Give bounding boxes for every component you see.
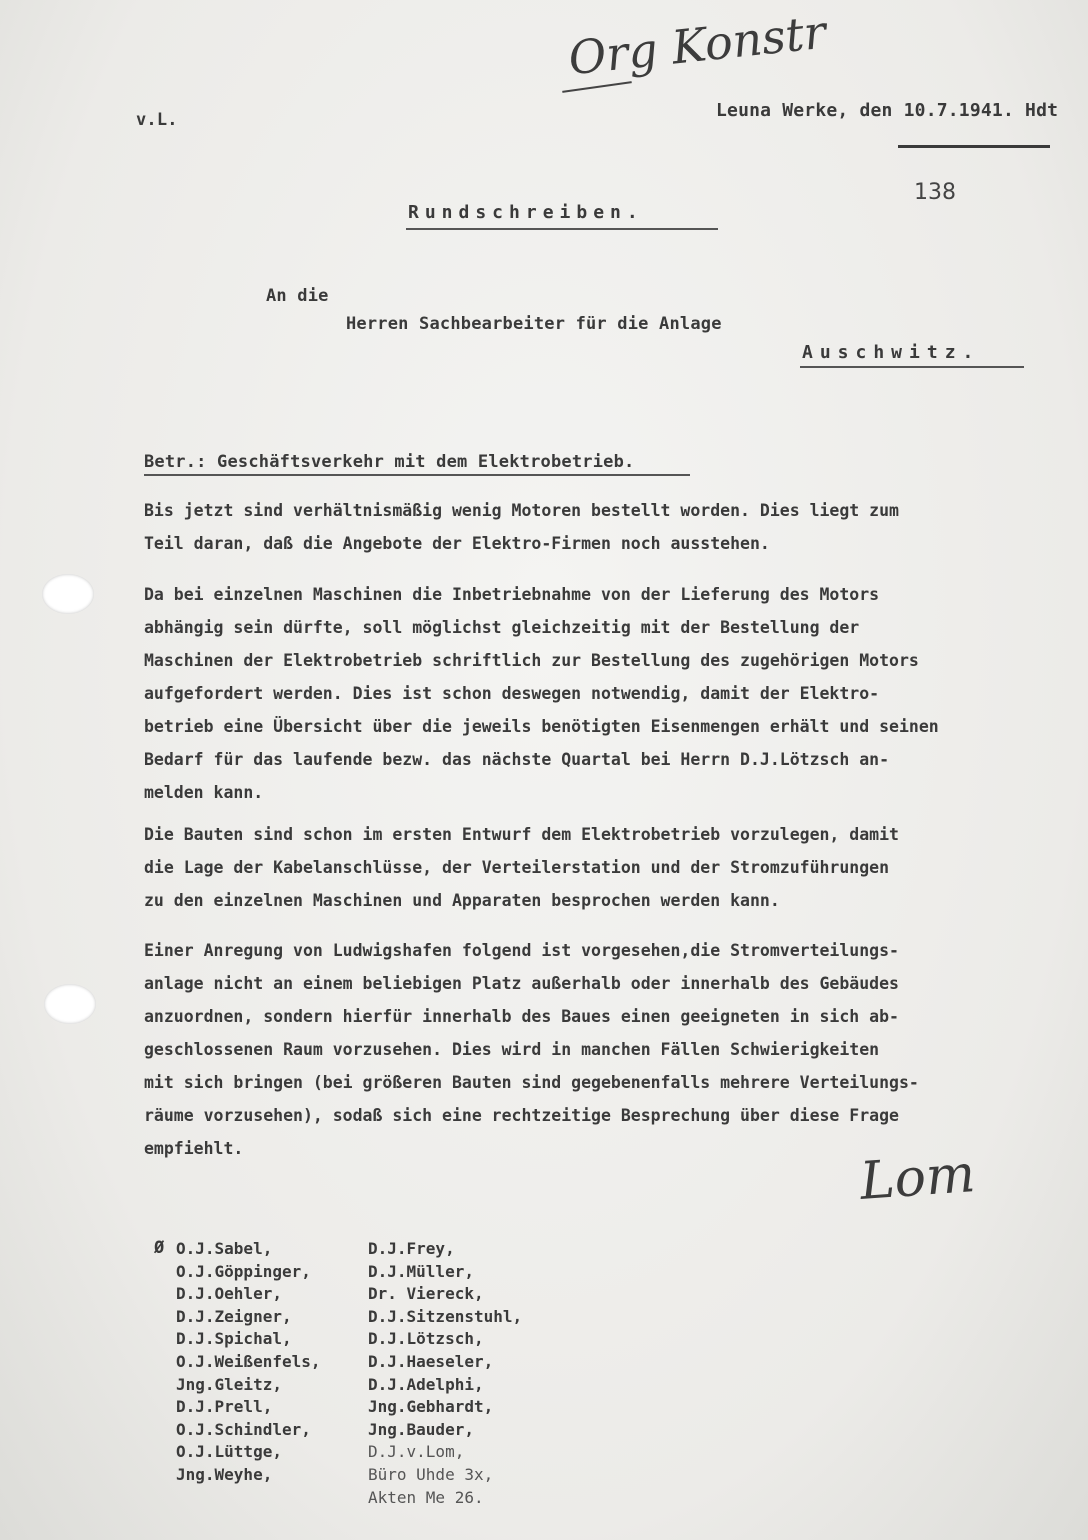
paragraph-line: Bis jetzt sind verhältnismäßig wenig Motoren bestellt worden. Dies liegt zum [144,501,899,520]
page-number-stamp: 138 [914,180,956,205]
distribution-entry: D.J.Müller, [368,1261,474,1281]
paragraph-line: die Lage der Kabelanschlüsse, der Verteilerstation und der Stromzuführungen [144,858,890,877]
paragraph-line: geschlossenen Raum vorzusehen. Dies wird in manchen Fällen Schwierigkeiten [144,1040,880,1059]
paragraph-1 [144,494,1044,560]
title-underline [406,228,718,230]
paragraph-4 [144,934,1044,1165]
distribution-entry: O.J.Lüttge, [176,1442,282,1462]
addressee-line-3: Auschwitz. [802,342,981,363]
distribution-entry: D.J.Sitzenstuhl, [368,1306,523,1326]
distribution-entry: D.J.Spichal, [176,1329,292,1349]
distribution-entry: Jng.Gebhardt, [368,1397,494,1417]
punch-hole-bottom [44,984,96,1024]
paragraph-3 [144,818,1044,917]
paragraph-line: betrieb eine Übersicht über die jeweils benötigten Eisenmengen erhält und seinen [144,717,939,736]
place-date: Leuna Werke, den 10.7.1941. Hdt [716,100,1059,121]
handwritten-signature: Lom [858,1144,978,1212]
distribution-entry: Jng.Gleitz, [176,1374,282,1394]
paragraph-line: anlage nicht an einem beliebigen Platz außerhalb oder innerhalb des Gebäudes [144,974,899,993]
distribution-entry: Büro Uhde 3x, [368,1464,494,1484]
distribution-entry: D.J.Oehler, [176,1284,282,1304]
distribution-entry: O.J.Sabel, [176,1239,273,1258]
paragraph-line: aufgefordert werden. Dies ist schon deswegen notwendig, damit der Elektro- [144,684,880,703]
paragraph-line: mit sich bringen (bei größeren Bauten sind gegebenenfalls mehrere Verteilungs- [144,1073,919,1092]
distribution-entry: D.J.Adelphi, [368,1374,484,1394]
distribution-entry: Jng.Weyhe, [176,1464,273,1484]
handwritten-note: Org Konstr [565,4,829,86]
distribution-entry: Jng.Bauder, [368,1419,474,1439]
distribution-list-left [176,1238,321,1487]
paragraph-line: empfiehlt. [144,1139,244,1158]
paragraph-line: anzuordnen, sondern hierfür innerhalb des Baues einen geeigneten in sich ab- [144,1007,899,1026]
distribution-entry: O.J.Weißenfels, [176,1351,321,1371]
paragraph-2 [144,578,1044,809]
paragraph-line: Bedarf für das laufende bezw. das nächste Quartal bei Herrn D.J.Lötzsch an- [144,750,890,769]
paragraph-line: Teil daran, daß die Angebote der Elektro-Firmen noch ausstehen. [144,534,770,553]
paragraph-line: Die Bauten sind schon im ersten Entwurf dem Elektrobetrieb vorzulegen, damit [144,825,899,844]
reference-code: v.L. [136,110,178,130]
subject-underline [144,474,690,476]
addressee-underline [800,366,1024,368]
distribution-entry: O.J.Schindler, [176,1419,311,1439]
paragraph-line: abhängig sein dürfte, soll möglichst gleichzeitig mit der Bestellung der [144,618,860,637]
document-title: Rundschreiben. [408,202,644,223]
date-underline [898,145,1050,148]
distribution-entry: D.J.Prell, [176,1397,273,1417]
distribution-marker: Ø [154,1238,165,1258]
distribution-entry: O.J.Göppinger, [176,1261,311,1281]
punch-hole-top [42,574,94,614]
distribution-entry: Dr. Viereck, [368,1284,484,1304]
paragraph-line: melden kann. [144,783,264,802]
distribution-entry: Akten Me 26. [368,1487,484,1507]
subject-line: Betr.: Geschäftsverkehr mit dem Elektrobetrieb. [144,452,635,472]
addressee-line-2: Herren Sachbearbeiter für die Anlage [346,314,722,334]
paragraph-line: Da bei einzelnen Maschinen die Inbetriebnahme von der Lieferung des Motors [144,585,880,604]
paragraph-line: Einer Anregung von Ludwigshafen folgend ist vorgesehen,die Stromverteilungs- [144,941,899,960]
distribution-entry: D.J.Haeseler, [368,1351,494,1371]
distribution-entry: D.J.Frey, [368,1239,455,1258]
addressee-line-1: An die [266,286,329,306]
paragraph-line: zu den einzelnen Maschinen und Apparaten besprochen werden kann. [144,891,780,910]
paragraph-line: Maschinen der Elektrobetrieb schriftlich zur Bestellung des zugehörigen Motors [144,651,919,670]
distribution-entry: D.J.Lötzsch, [368,1329,484,1349]
distribution-entry: D.J.Zeigner, [176,1306,292,1326]
paragraph-line: räume vorzusehen), sodaß sich eine rechtzeitige Besprechung über diese Frage [144,1106,899,1125]
distribution-entry: D.J.v.Lom, [368,1442,465,1462]
distribution-list-right [368,1238,522,1509]
